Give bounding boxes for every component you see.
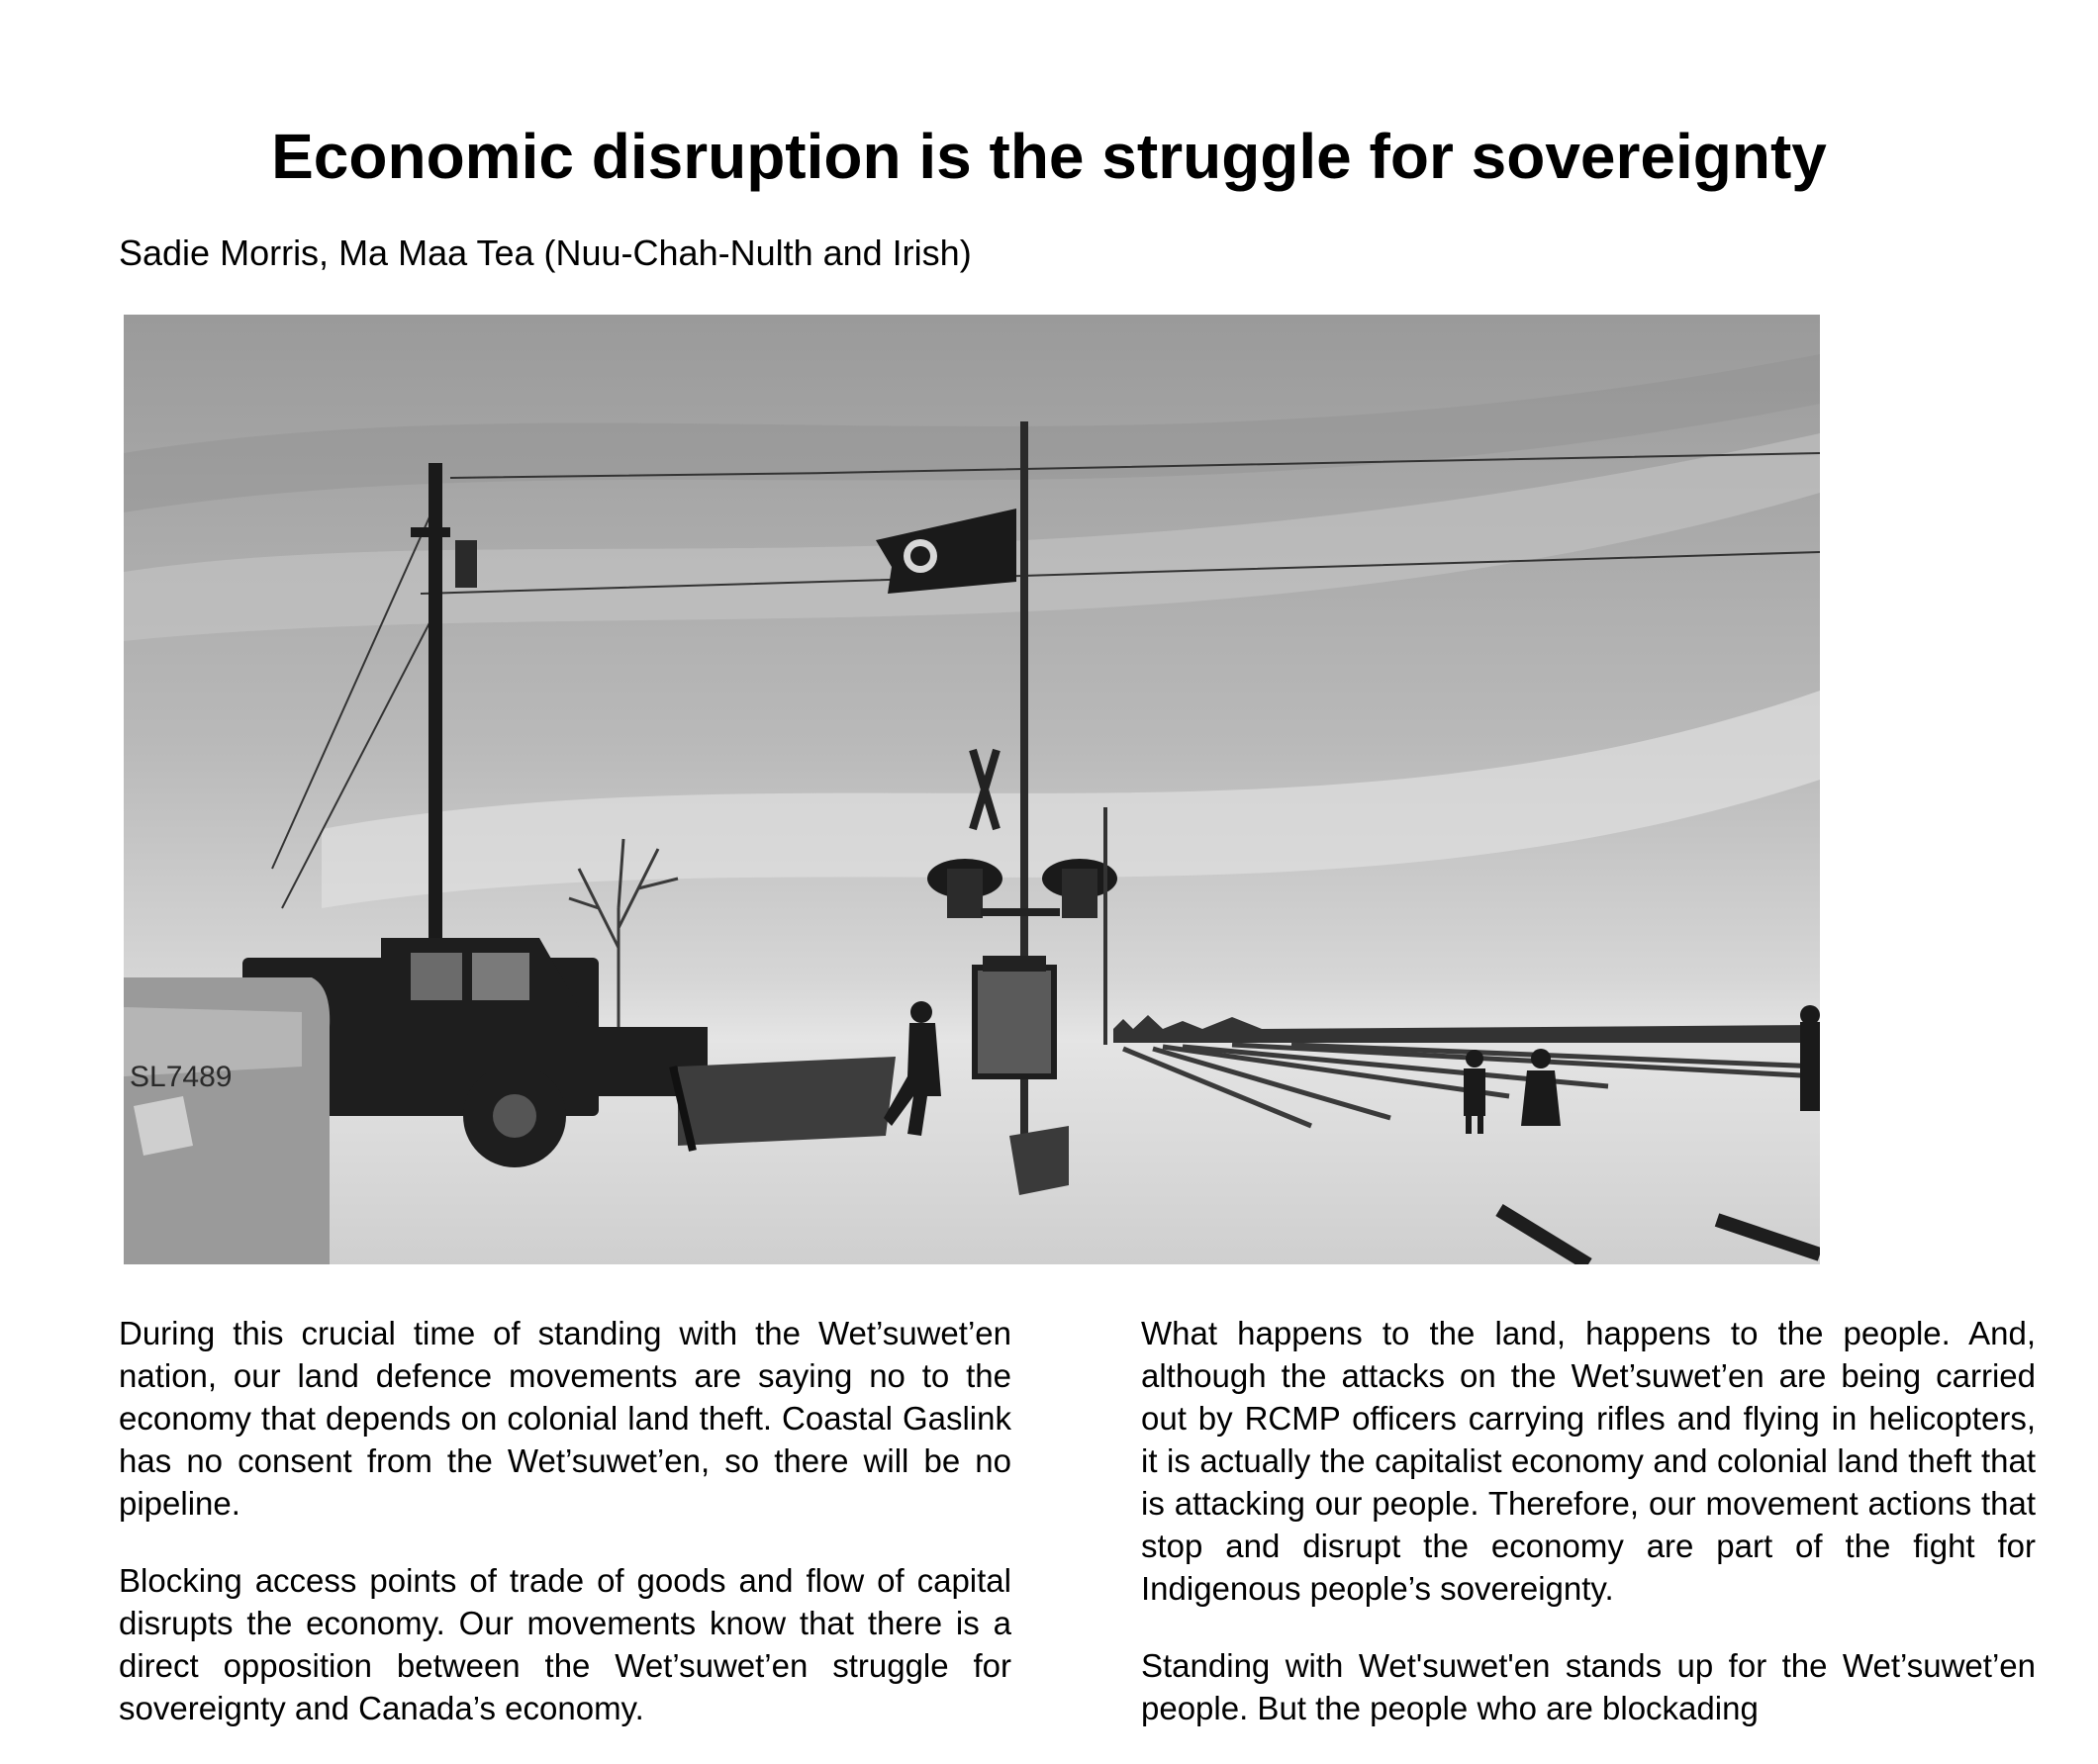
text-column-left bbox=[119, 1312, 1011, 1764]
paragraph: What happens to the land, happens to the people. And, although the attacks on the Wet’suwet’en are being carried out by RCMP officers carrying rifles and flying in helicopters, it is actually the capitalist economy and colonial land theft that is attacking our people. Therefore, our movement actions that stop and disrupt the economy are part of the fight for Indigenous people’s sovereignty. bbox=[1141, 1315, 2036, 1607]
article-title: Economic disruption is the struggle for sovereignty bbox=[271, 121, 1827, 192]
paragraph: Standing with Wet'suwet'en stands up for the Wet’suwet’en people. But the people who are blockading bbox=[1141, 1647, 2036, 1726]
article-byline: Sadie Morris, Ma Maa Tea (Nuu-Chah-Nulth and Irish) bbox=[119, 232, 972, 273]
plate-text: SL7489 bbox=[130, 1061, 233, 1093]
paragraph: Blocking access points of trade of goods and flow of capital disrupts the economy. Our movements know that there is a direct opposition between the Wet’suwet’en struggle for sovereignty and Canada’s economy. bbox=[119, 1562, 1011, 1726]
paragraph: During this crucial time of standing with the Wet’suwet’en nation, our land defence movements are saying no to the economy that depends on colonial land theft. Coastal Gaslink has no consent from the Wet’suwet’en, so there will be no pipeline. bbox=[119, 1315, 1011, 1522]
text-column-right bbox=[1141, 1312, 2036, 1764]
rail-blockade-photo bbox=[124, 315, 1820, 1264]
article-photo bbox=[124, 315, 1820, 1264]
